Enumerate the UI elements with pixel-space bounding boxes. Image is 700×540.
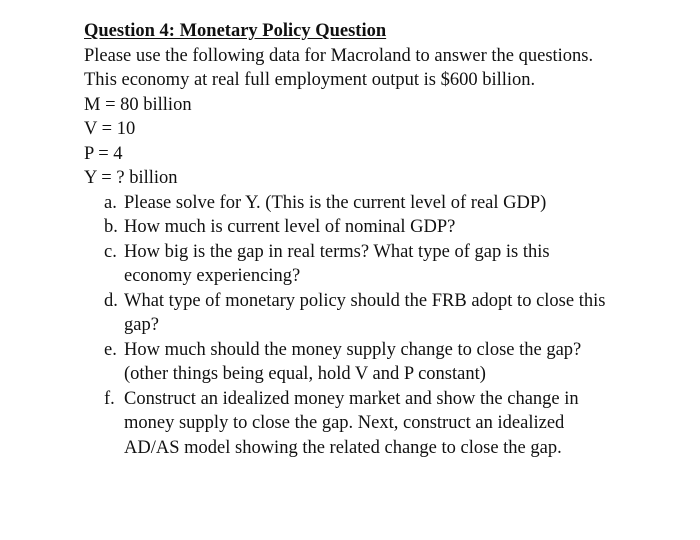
question-document xyxy=(84,19,644,460)
part-text: How big is the gap in real terms? What type of gap is this economy experiencing? xyxy=(124,241,550,286)
question-title: Question 4: Monetary Policy Question xyxy=(84,21,387,41)
part-label: c. xyxy=(104,241,117,262)
question-intro: Please use the following data for Macroland to answer the questions. This economy at real full employment output is $600 billion. xyxy=(84,45,594,90)
given-velocity: V = 10 xyxy=(84,119,136,139)
given-output: Y = ? billion xyxy=(84,168,178,188)
list-item xyxy=(84,289,614,338)
list-item xyxy=(84,191,614,216)
part-text: Construct an idealized money market and show the change in money supply to close the gap. Next, construct an idealized AD/AS model showing the related change to close the gap. xyxy=(124,388,579,458)
list-item xyxy=(84,240,614,289)
part-label: e. xyxy=(104,339,117,360)
part-text: What type of monetary policy should the FRB adopt to close this gap? xyxy=(124,290,606,335)
question-parts-list xyxy=(84,191,644,461)
list-item xyxy=(84,387,614,461)
part-text: How much should the money supply change to close the gap? (other things being equal, hold V and P constant) xyxy=(124,339,582,384)
list-item xyxy=(84,215,614,240)
part-text: Please solve for Y. (This is the current level of real GDP) xyxy=(124,192,547,213)
part-label: b. xyxy=(104,217,118,237)
list-item xyxy=(84,338,614,387)
part-label: d. xyxy=(104,290,118,311)
part-label: f. xyxy=(104,388,115,409)
part-text: How much is current level of nominal GDP? xyxy=(124,217,456,237)
given-money-supply: M = 80 billion xyxy=(84,94,192,115)
part-label: a. xyxy=(104,192,117,213)
given-price-level: P = 4 xyxy=(84,143,123,164)
